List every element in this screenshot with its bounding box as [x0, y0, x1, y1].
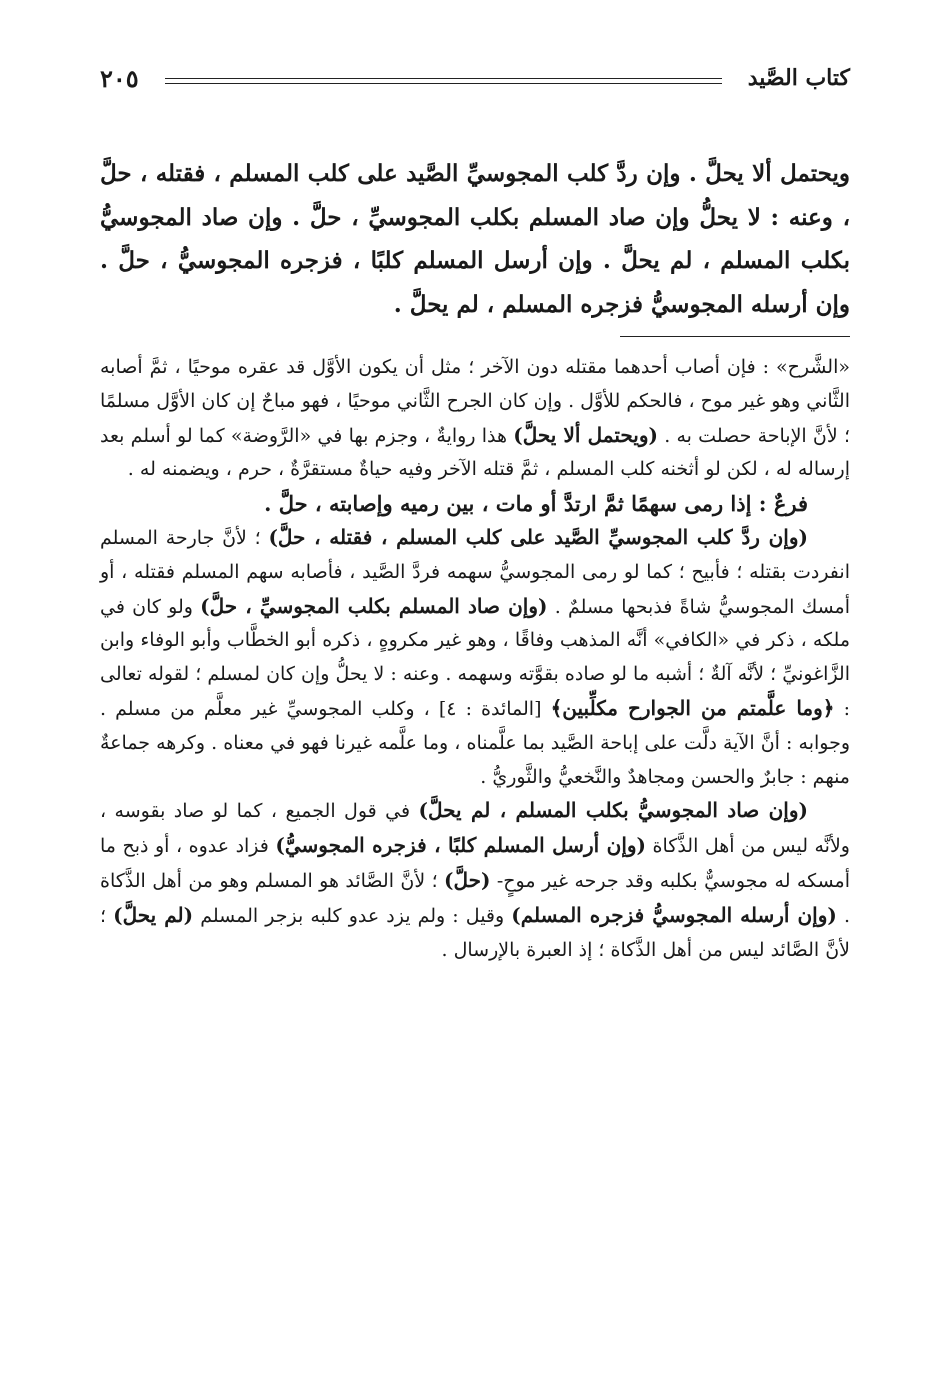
footnote-separator: [620, 336, 850, 337]
header-double-rule: [165, 78, 722, 84]
quoted-matn: (وإن أرسله المجوسيُّ فزجره المسلم): [511, 902, 837, 927]
quoted-matn: (وإن صاد المسلم بكلب المجوسيِّ ، حلَّ): [200, 593, 548, 618]
quoted-matn: (حلَّ): [444, 867, 491, 892]
commentary-paragraph-1: [100, 351, 850, 487]
quoted-matn: (وإن صاد المجوسيُّ بكلب المسلم ، لم يحلَّ): [418, 798, 808, 823]
commentary-branch-note: فرعٌ : إذا رمى سهمًا ثمَّ ارتدَّ أو مات ، بين رميه وإصابته ، حلَّ .: [264, 491, 808, 517]
quoted-matn: (وإن ردَّ كلب المجوسيِّ الصَّيد على كلب المسلم ، فقتله ، حلَّ): [268, 524, 808, 549]
commentary-text: وقيل : ولم يزد عدو كلبه بزجر المسلم: [193, 904, 512, 927]
quoted-matn: (لم يحلَّ): [113, 902, 194, 927]
page-header: [100, 58, 850, 98]
commentary-text: ؛ لأنَّ الصَّائد هو المسلم وهو من أهل الذَّكاة .: [100, 869, 850, 927]
commentary-paragraph-4: [100, 794, 850, 967]
running-title: كتاب الصَّيد: [747, 65, 850, 91]
main-text: [100, 152, 850, 326]
commentary-text: فزاد عدوه ، أو ذبح ما أمسكه له مجوسيٌّ بكلبه وقد جرحه غير موحٍ-: [100, 835, 850, 892]
book-page: [100, 58, 850, 1338]
main-text-paragraph: ويحتمل ألا يحلَّ . وإن ردَّ كلب المجوسيِّ الصَّيد على كلب المسلم ، فقتله ، حلَّ ، وعنه : لا يحلُّ وإن صاد المسلم بكلب المجوسيِّ ، حلَّ . وإن صاد المجوسيُّ بكلب المسلم ، لم يحلَّ . وإن أرسل المسلم كلبًا ، فزجره المجوسيُّ ، حلَّ . وإن أرسله المجوسيُّ فزجره المسلم ، لم يحلَّ .: [100, 160, 850, 318]
commentary-text: ؛ لأنَّ جارحة المسلم انفردت بقتله ؛ فأبيح ؛ كما لو رمى المجوسيُّ سهمه فردَّ الصَّيد ، فأصابه سهم المسلم فقتله ، أو أمسك المجوسيُّ شاةً فذبحها مسلمٌ .: [100, 526, 850, 618]
quran-verse: ﴿وما علَّمتم من الجوارح مكلِّبين﴾: [550, 695, 835, 720]
commentary-text: هذا روايةٌ ، وجزم بها في «الرَّوضة» كما لو أسلم بعد إرساله له ، لكن لو أثخنه كلب المسلم ، ثمَّ قتله الآخر وفيه حياةٌ مستقرَّةٌ ، حرم ، ويضمنه له .: [100, 424, 850, 481]
commentary: [100, 351, 850, 967]
commentary-paragraph-3: [100, 521, 850, 794]
commentary-text: [المائدة : ٤] ، وكلب المجوسيِّ غير معلَّم من مسلم . وجوابه : أنَّ الآية دلَّت على إباحة الصَّيد بما علَّمناه ، وما علَّمه غيرنا فهو في معناه . وكرهه جماعةٌ منهم : جابرٌ والحسن ومجاهدٌ والنَّخعيُّ والثَّوريُّ .: [100, 697, 850, 788]
commentary-text: ولو كان في ملكه ، ذكر في «الكافي» أنَّه المذهب وفاقًا ، وهو غير مكروهٍ ، ذكره أبو الخطَّاب وأبو الوفاء وابن الزَّاغونيِّ ؛ لأنَّه آلةٌ ؛ أشبه ما لو صاده بقوَّته وسهمه . وعنه : لا يحلُّ وإن كان لمسلم ؛ لقوله تعالى :: [100, 595, 850, 720]
commentary-text: ؛ لأنَّ الصَّائد ليس من أهل الذَّكاة ؛ إذ العبرة بالإرسال .: [100, 904, 850, 961]
commentary-text: في قول الجميع ، كما لو صاد بقوسه ، ولأنَّه ليس من أهل الذَّكاة: [100, 800, 850, 858]
commentary-text: «الشَّرح» : فإن أصاب أحدهما مقتله دون الآخر ؛ مثل أن يكون الأوَّل قد عقره موحيًا ، ثمَّ أصابه الثَّاني وهو غير موح ، فالحكم للأوَّل . وإن كان الجرح الثَّاني موحيًا ، فهو مباحٌ إن كان الأوَّل مسلمًا ؛ لأنَّ الإباحة حصلت به .: [100, 356, 850, 447]
page-number: ٢٠٥: [100, 63, 139, 93]
quoted-matn: (ويحتمل ألا يحلَّ): [513, 422, 658, 447]
quoted-matn: (وإن أرسل المسلم كلبًا ، فزجره المجوسيُّ): [275, 833, 647, 858]
